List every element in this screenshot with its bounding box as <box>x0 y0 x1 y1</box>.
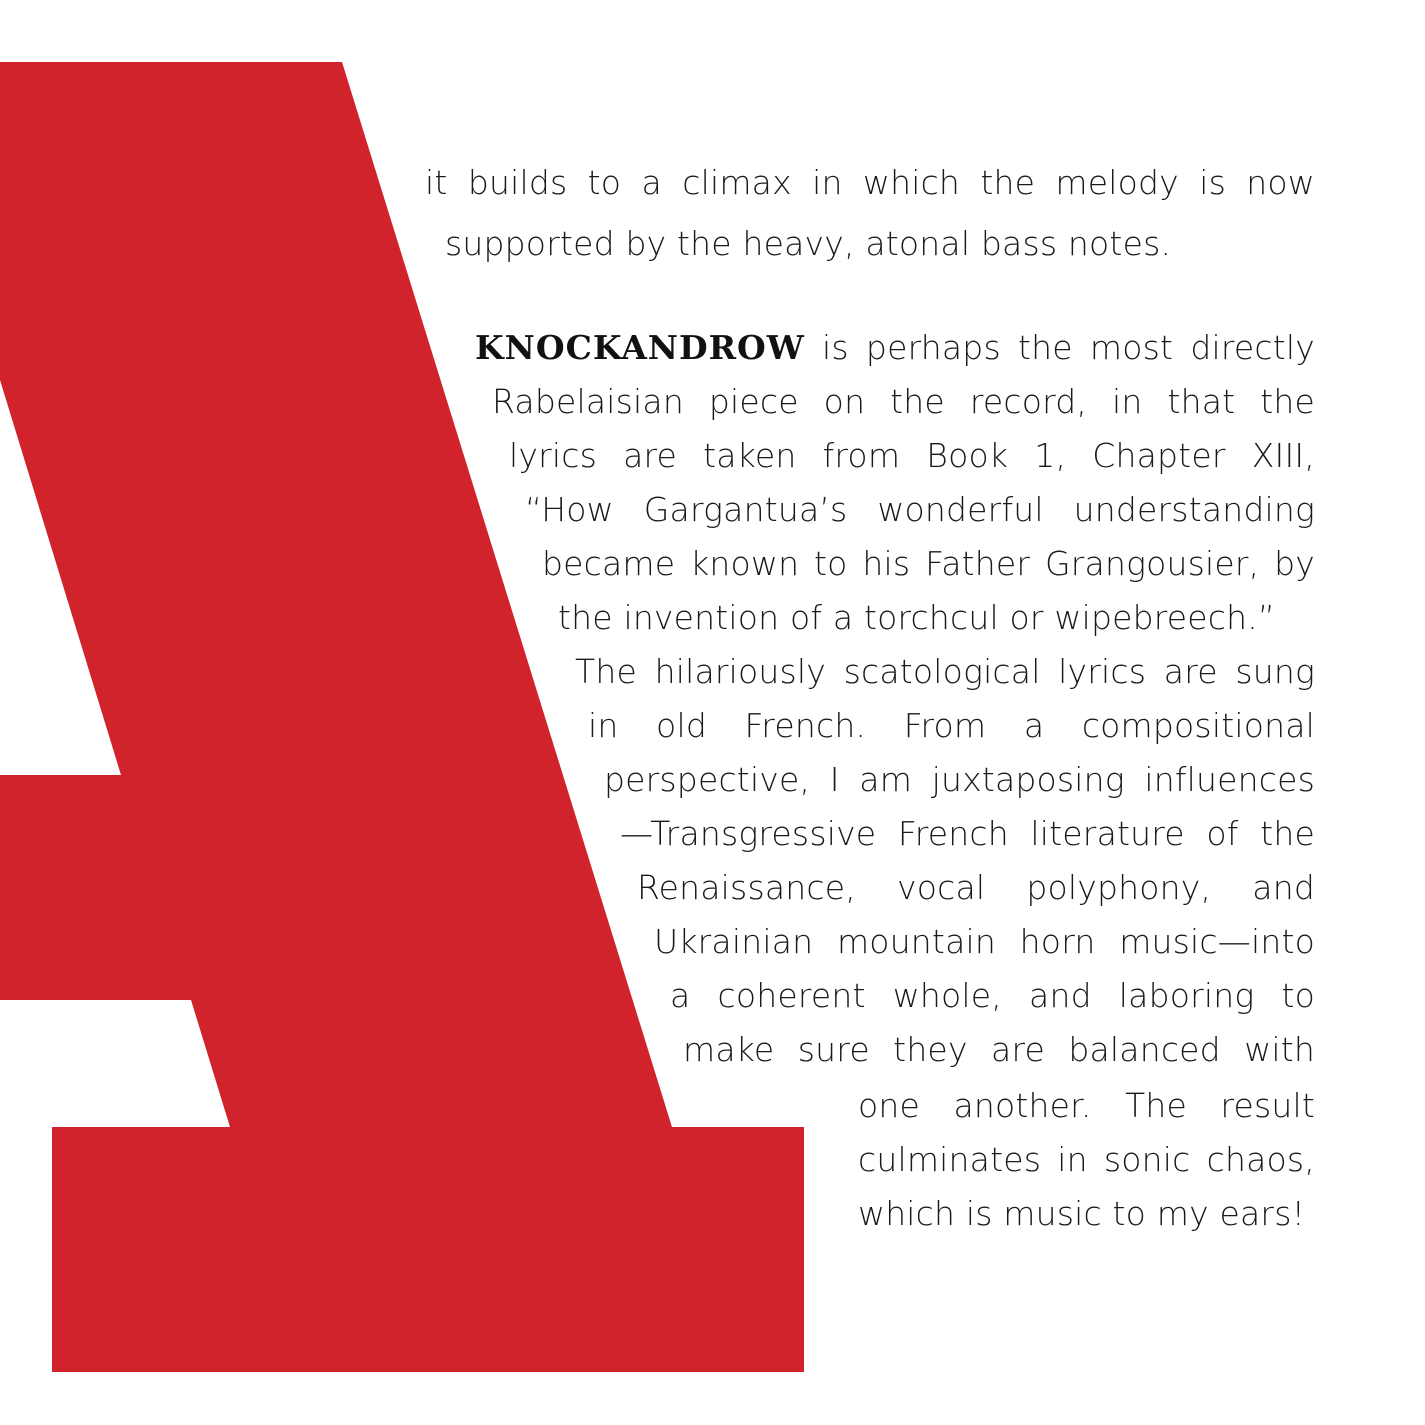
paragraph-2-line: “How Gargantua’s wonderful understanding <box>525 490 1315 529</box>
paragraph-2-line: Ukrainian mountain horn music—into <box>654 922 1315 961</box>
paragraph-2-line: the invention of a torchcul or wipebreech.” <box>558 598 1276 637</box>
paragraph-2-line: The hilariously scatological lyrics are sung <box>575 652 1315 691</box>
paragraph-2-line: in old French. From a compositional <box>588 706 1315 745</box>
paragraph-1-line-2: supported by the heavy, atonal bass notes. <box>445 224 1172 263</box>
paragraph-2-line: Rabelaisian piece on the record, in that the <box>492 382 1315 421</box>
paragraph-2-line: which is music to my ears! <box>858 1194 1306 1233</box>
paragraph-2-line: Renaissance, vocal polyphony, and <box>637 868 1315 907</box>
paragraph-2-line: culminates in sonic chaos, <box>858 1140 1315 1179</box>
paragraph-2-line: became known to his Father Grangousier, by <box>542 544 1315 583</box>
paragraph-2-line: —Transgressive French literature of the <box>620 814 1315 853</box>
paragraph-2-line: perspective, I am juxtaposing influences <box>604 760 1315 799</box>
paragraph-2-line-1-text: is perhaps the most directly <box>822 328 1315 367</box>
paragraph-2-line: a coherent whole, and laboring to <box>670 976 1315 1015</box>
paragraph-2-line: one another. The result <box>858 1086 1315 1125</box>
song-title: KNOCKANDROW <box>475 328 805 367</box>
paragraph-1-line-1: it builds to a climax in which the melody is now <box>425 163 1315 202</box>
paragraph-2-line: lyrics are taken from Book 1, Chapter XIII, <box>509 436 1315 475</box>
paragraph-2-line: make sure they are balanced with <box>683 1030 1315 1069</box>
paragraph-2-line-1 <box>475 328 1315 368</box>
